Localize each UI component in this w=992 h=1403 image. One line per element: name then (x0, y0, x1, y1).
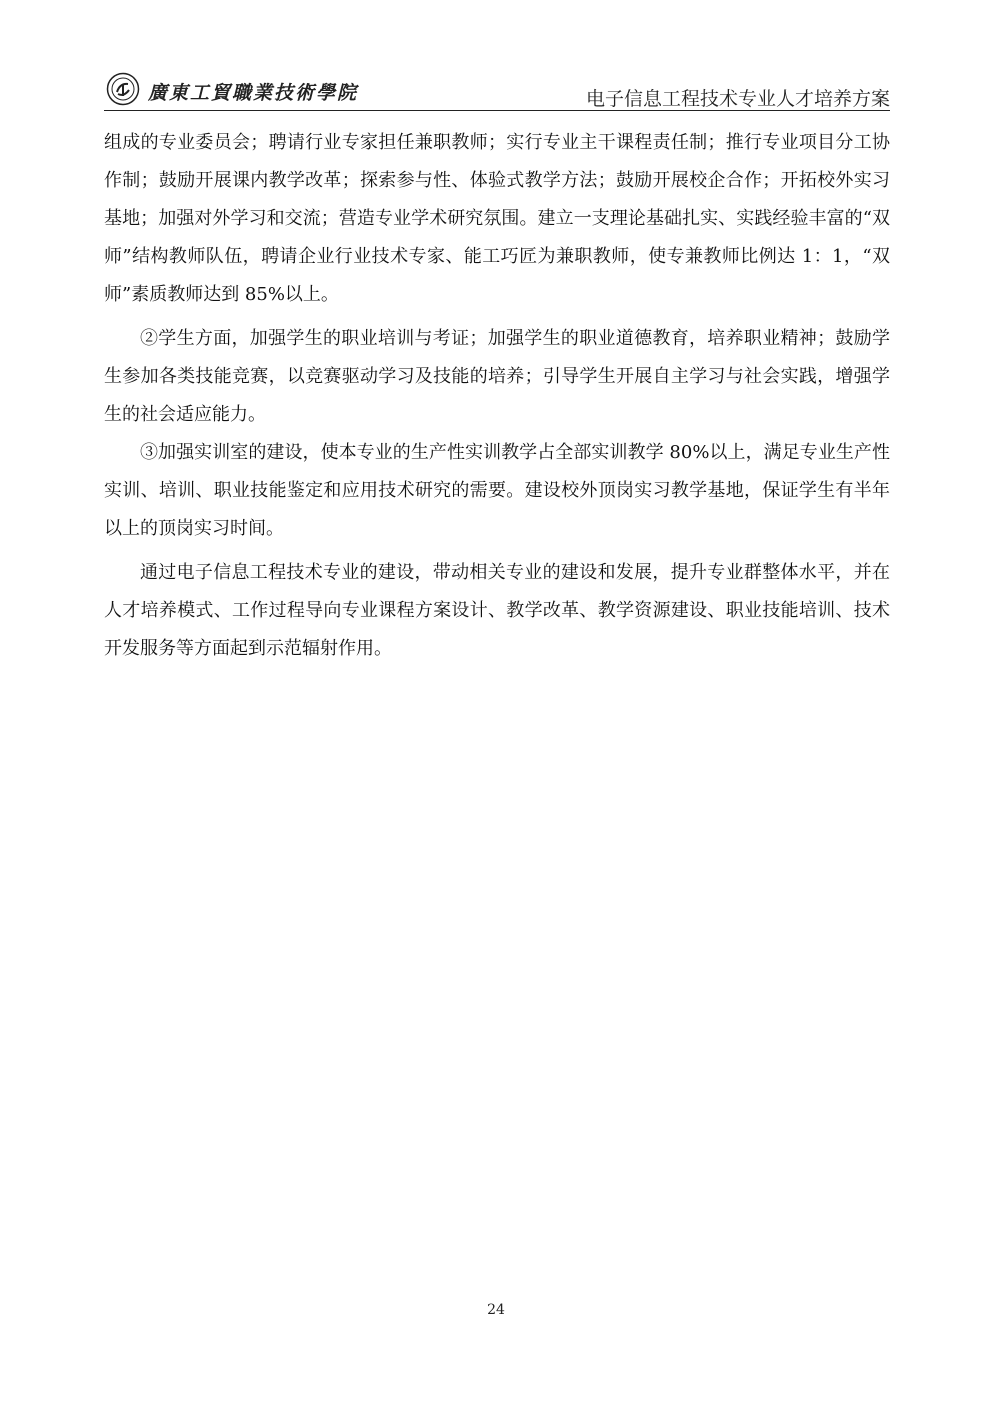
page-header (104, 68, 890, 111)
document-body (104, 124, 890, 668)
paragraph: ③加强实训室的建设，使本专业的生产性实训教学占全部实训教学 80%以上，满足专业生产性实训、培训、职业技能鉴定和应用技术研究的需要。建设校外顶岗实习教学基地，保证学生有半年以上的顶岗实习时间。 (104, 442, 890, 539)
page-number: 24 (487, 1302, 505, 1318)
school-logo-icon (106, 72, 140, 106)
paragraph: ②学生方面，加强学生的职业培训与考证；加强学生的职业道德教育，培养职业精神；鼓励学生参加各类技能竞赛，以竞赛驱动学习及技能的培养；引导学生开展自主学习与社会实践，增强学生的社会适应能力。 (104, 328, 890, 425)
document-title: 电子信息工程技术专业人才培养方案 (585, 88, 890, 110)
school-name: 廣東工貿職業技術學院 (148, 82, 359, 104)
paragraph: 通过电子信息工程技术专业的建设，带动相关专业的建设和发展，提升专业群整体水平，并在人才培养模式、工作过程导向专业课程方案设计、教学改革、教学资源建设、职业技能培训、技术开发服务等方面起到示范辐射作用。 (104, 562, 890, 659)
paragraph: 组成的专业委员会；聘请行业专家担任兼职教师；实行专业主干课程责任制；推行专业项目分工协作制；鼓励开展课内教学改革；探索参与性、体验式教学方法；鼓励开展校企合作；开拓校外实习基地；加强对外学习和交流；营造专业学术研究氛围。建立一支理论基础扎实、实践经验丰富的“双师”结构教师队伍，聘请企业行业技术专家、能工巧匠为兼职教师，使专兼教师比例达 1：1，“双师”素质教师达到 85%以上。 (104, 132, 890, 305)
